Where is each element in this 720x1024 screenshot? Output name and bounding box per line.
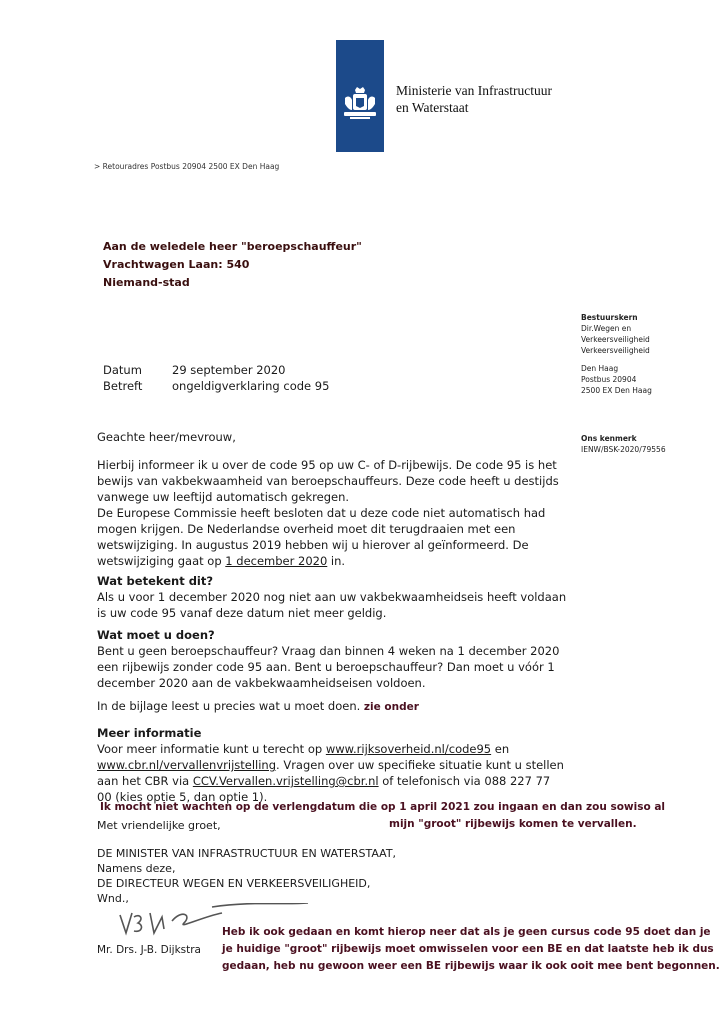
annotation-note2-line: gedaan, heb nu gewoon weer een BE rijbewijs waar ik ook ooit mee bent begonnen. [222, 960, 720, 972]
annotation-note2-line: Heb ik ook gedaan en komt hierop neer dat als je geen cursus code 95 doet dan je [222, 926, 711, 938]
return-address: > Retouradres Postbus 20904 2500 EX Den Haag [94, 162, 280, 171]
paragraph-intro-b-text: De Europese Commissie heeft besloten dat u deze code niet automatisch had mogen krijgen. De Nederlandse overheid moet dit terugdraaien met een wetswijziging. In augustus 2019 hebben wij u hierover al geïnformeerd. De wetswijziging gaat op [97, 506, 546, 568]
closing-line: DE MINISTER VAN INFRASTRUCTUUR EN WATERSTAAT, [97, 847, 397, 860]
annotation-note2 [222, 924, 720, 975]
section-heading: Wat betekent dit? [97, 574, 214, 588]
sidebar-bestuurskern [581, 312, 711, 356]
letter-meta [103, 362, 329, 394]
date-label: Datum [103, 363, 142, 377]
link-rijksoverheid[interactable]: www.rijksoverheid.nl/code95 [325, 742, 492, 756]
sidebar-line: IENW/BSK-2020/79556 [581, 445, 666, 454]
sidebar-line: Verkeersveiligheid [581, 346, 650, 355]
sidebar-address [581, 363, 711, 396]
link-email-cbr[interactable]: CCV.Vervallen.vrijstelling@cbr.nl [192, 774, 379, 788]
sidebar-heading: Ons kenmerk [581, 434, 637, 443]
ministry-name-line1: Ministerie van Infrastructuur [396, 83, 552, 98]
annotation-note2-line: je huidige "groot" rijbewijs moet omwisselen voor een BE en dat laatste heb ik dus [222, 943, 714, 955]
closing-block [97, 846, 396, 906]
info-text: of telefonisch via 088 227 77 00 (kies optie 5, dan optie 1). [97, 774, 551, 804]
bijlage-text: In de bijlage leest u precies wat u moet doen. [97, 699, 361, 713]
closing-greeting: Met vriendelijke groet, [97, 819, 221, 832]
section-meer-informatie [97, 725, 567, 805]
paragraph-intro-end: in. [327, 554, 346, 568]
ministry-name [396, 82, 552, 116]
annotation-note1-line2: mijn "groot" rijbewijs komen te vervallen. [389, 818, 637, 830]
section-heading: Meer informatie [97, 726, 202, 740]
info-text: en [491, 742, 510, 756]
closing-line: Namens deze, [97, 862, 176, 875]
section-text: Als u voor 1 december 2020 nog niet aan uw vakbekwaamheidseis heeft voldaan is uw code 95 vanaf deze datum niet meer geldig. [97, 590, 567, 620]
salutation: Geachte heer/mevrouw, [97, 430, 236, 444]
section-wat-betekent [97, 573, 567, 621]
sidebar-heading: Bestuurskern [581, 313, 638, 322]
info-text: . Vragen over uw specifieke situatie kunt u stellen aan het CBR via [97, 758, 564, 788]
addressee-line2: Vrachtwagen Laan: 540 [103, 258, 250, 271]
paragraph-bijlage [97, 698, 567, 715]
ministry-name-line2: en Waterstaat [396, 100, 469, 115]
subject-value: ongeldigverklaring code 95 [172, 379, 330, 393]
sidebar-line: Postbus 20904 [581, 375, 637, 384]
section-text: Bent u geen beroepschauffeur? Vraag dan binnen 4 weken na 1 december 2020 een rijbewijs zonder code 95 aan. Bent u beroepschauffeur? Dan moet u vóór 1 december 2020 aan de vakbekwaamheidseisen voldoen. [97, 644, 560, 690]
section-heading: Wat moet u doen? [97, 628, 215, 642]
closing-line: Wnd., [97, 892, 129, 905]
coat-of-arms-icon [342, 86, 378, 126]
sidebar-line: Verkeersveiligheid [581, 335, 650, 344]
signatory-name: Mr. Drs. J-B. Dijkstra [97, 944, 201, 956]
handwritten-note-zie-onder: zie onder [363, 701, 419, 713]
section-text [97, 741, 567, 805]
ministry-logo [336, 40, 384, 152]
addressee-line1: Aan de weledele heer "beroepschauffeur" [103, 240, 362, 253]
sidebar-line: 2500 EX Den Haag [581, 386, 652, 395]
subject-label: Betreft [103, 379, 143, 393]
effective-date: 1 december 2020 [225, 554, 328, 568]
paragraph-intro-b [97, 505, 567, 569]
paragraph-intro-a: Hierbij informeer ik u over de code 95 op uw C- of D-rijbewijs. De code 95 is het bewijs van vakbekwaamheid van beroepschauffeurs. Deze code heeft u destijds vanwege uw leeftijd automatisch gekregen. [97, 458, 559, 504]
addressee-line3: Niemand-stad [103, 276, 190, 289]
paragraph-intro [97, 457, 567, 569]
link-cbr[interactable]: www.cbr.nl/vervallenvrijstelling [97, 758, 277, 772]
sidebar-reference [581, 433, 711, 455]
sidebar-line: Den Haag [581, 364, 619, 373]
section-wat-moet [97, 627, 567, 691]
info-text: Voor meer informatie kunt u terecht op [97, 742, 326, 756]
sidebar-line: Dir.Wegen en [581, 324, 632, 333]
closing-line: DE DIRECTEUR WEGEN EN VERKEERSVEILIGHEID, [97, 877, 371, 890]
addressee-block [103, 238, 362, 292]
annotation-note1-line1: Ik mocht niet wachten op de verlengdatum die op 1 april 2021 zou ingaan en dan zou sowiso al [100, 801, 666, 813]
date-value: 29 september 2020 [172, 363, 286, 377]
